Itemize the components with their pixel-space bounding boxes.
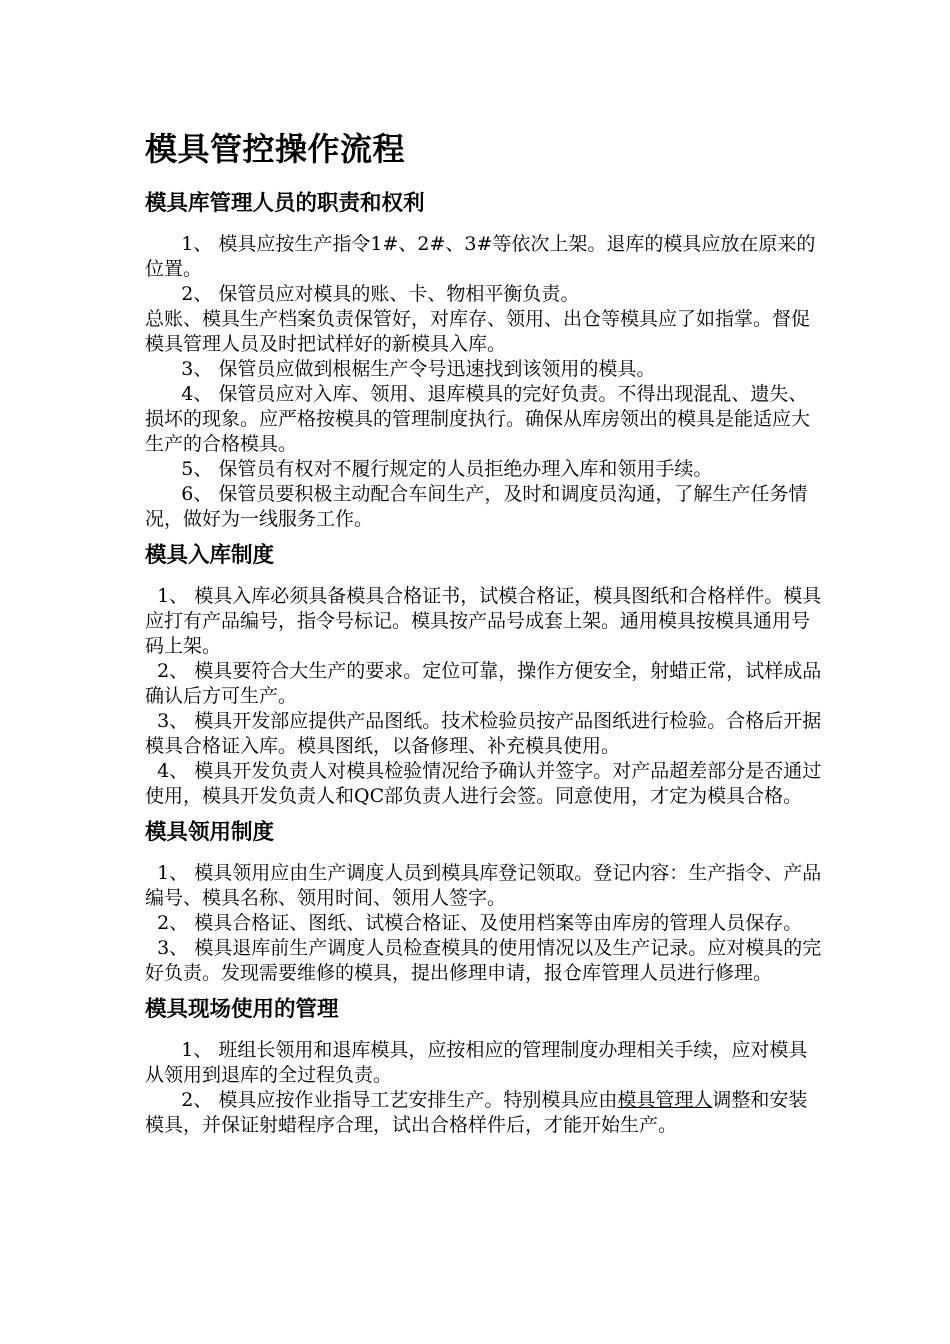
paragraph <box>145 1088 825 1138</box>
section-heading: 模具领用制度 <box>145 820 275 845</box>
section-onsite-usage <box>145 994 825 1138</box>
paragraph-text: 调整和安装模具，并保证射蜡程序合理，试出合格样件后，才能开始生产。 <box>145 1089 808 1136</box>
section-heading: 模具现场使用的管理 <box>145 997 339 1022</box>
paragraph: 4、 保管员应对入库、领用、退库模具的完好负责。不得出现混乱、遗失、损坏的现象。应严格按模具的管理制度执行。确保从库房领出的模具是能适应大生产的合格模具。 <box>145 383 811 455</box>
section-responsibilities <box>145 188 825 532</box>
paragraph: 6、 保管员要积极主动配合车间生产，及时和调度员沟通，了解生产任务情况，做好为一线服务工作。 <box>145 483 808 530</box>
section-checkout-rules <box>145 817 825 986</box>
document-title: 模具管控操作流程 <box>145 130 406 168</box>
paragraph: 2、 模具合格证、图纸、试模合格证、及使用档案等由库房的管理人员保存。 <box>145 912 803 934</box>
paragraph: 1、 模具应按生产指令1#、2#、3#等依次上架。退库的模具应放在原来的位置。 <box>145 233 816 280</box>
paragraph: 1、 模具入库必须具备模具合格证书，试模合格证，模具图纸和合格样件。模具应打有产品编号，指令号标记。模具按产品号成套上架。通用模具按模具通用号码上架。 <box>145 585 822 657</box>
paragraph: 1、 班组长领用和退库模具，应按相应的管理制度办理相关手续，应对模具从领用到退库的全过程负责。 <box>145 1039 808 1086</box>
document-page <box>145 126 825 1146</box>
paragraph: 4、 模具开发负责人对模具检验情况给予确认并签字。对产品超差部分是否通过使用，模具开发负责人和QC部负责人进行会签。同意使用，才定为模具合格。 <box>145 760 822 807</box>
paragraph: 3、 模具退库前生产调度人员检查模具的使用情况以及生产记录。应对模具的完好负责。发现需要维修的模具，提出修理申请，报仓库管理人员进行修理。 <box>145 937 822 984</box>
section-heading: 模具库管理人员的职责和权利 <box>145 191 425 216</box>
paragraph: 总账、模具生产档案负责保管好，对库存、领用、出仓等模具应了如指掌。督促模具管理人员及时把试样好的新模具入库。 <box>145 308 811 355</box>
paragraph: 5、 保管员有权对不履行规定的人员拒绝办理入库和领用手续。 <box>145 458 713 480</box>
paragraph: 3、 模具开发部应提供产品图纸。技术检验员按产品图纸进行检验。合格后开据模具合格证入库。模具图纸，以备修理、补充模具使用。 <box>145 710 822 757</box>
underlined-term: 模具管理人 <box>617 1089 713 1111</box>
paragraph: 2、 保管员应对模具的账、卡、物相平衡负责。 <box>145 283 580 305</box>
paragraph: 3、 保管员应做到根椐生产令号迅速找到该领用的模具。 <box>145 358 656 380</box>
paragraph: 1、 模具领用应由生产调度人员到模具库登记领取。登记内容：生产指令、产品编号、模具名称、领用时间、领用人签字。 <box>145 862 822 909</box>
section-heading: 模具入库制度 <box>145 543 275 568</box>
paragraph: 2、 模具要符合大生产的要求。定位可靠，操作方便安全，射蜡正常，试样成品确认后方可生产。 <box>145 660 822 707</box>
section-storage-rules <box>145 540 825 809</box>
paragraph-text: 2、 模具应按作业指导工艺安排生产。特别模具应由 <box>145 1089 618 1111</box>
